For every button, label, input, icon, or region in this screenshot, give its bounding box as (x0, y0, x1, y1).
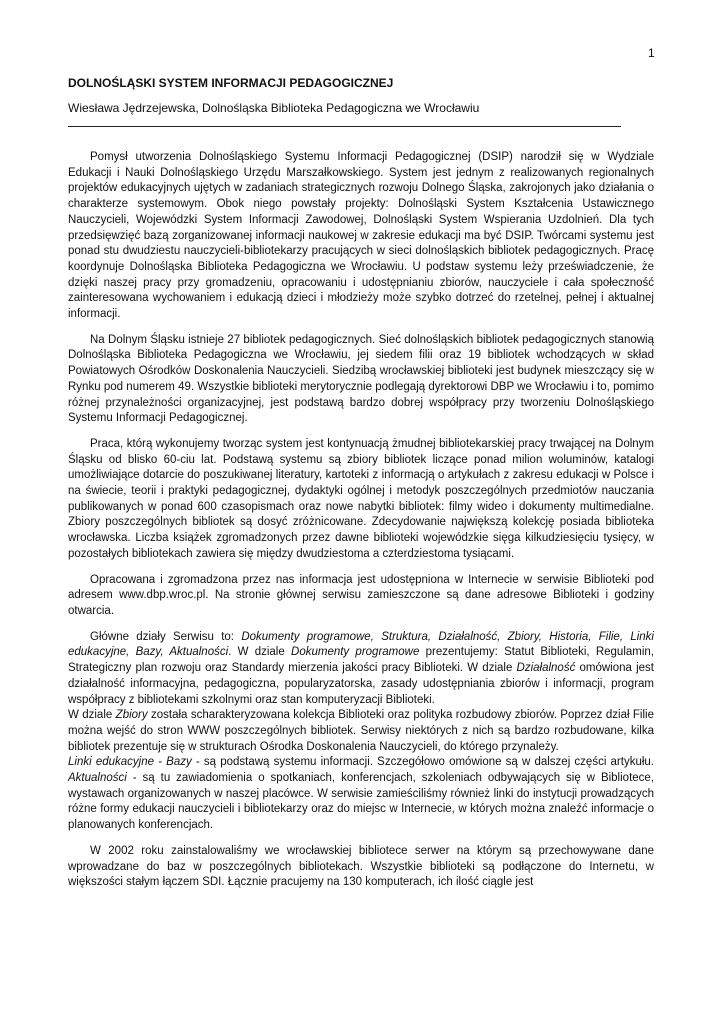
paragraph-2: Na Dolnym Śląsku istnieje 27 bibliotek pedagogicznych. Sieć dolnośląskich bibliotek pedagogicznych stanowią Dolnośląska Biblioteka Pedagogiczna we Wrocławiu, jej siedem filii oraz 19 bibliotek wchodzących w skład Powiatowych Ośrodków Doskonalenia Nauczycieli. Siedzibą wrocławskiej biblioteki jest budynek mieszczący się w Rynku pod numerem 49. Wszystkie biblioteki merytorycznie podlegają dyrektorowi DBP we Wrocławiu i to, pomimo różnej przynależności organizacyjnej, jest podstawą bardzo dobrej współpracy przy tworzeniu Dolnośląskiego Systemu Informacji Pedagogicznej. (68, 333, 654, 425)
p5-section-dzialalnosc: Działalność (516, 662, 576, 675)
p5-section-dokumenty: Dokumenty programowe (291, 646, 420, 659)
p6-text-b: została scharakteryzowana kolekcja Biblioteki oraz polityka rozbudowy zbiorów. Poprzez dział Filie można wejść do stron WWW poszczególnych bibliotek. Serwisy niektórych z nich są bardzo rozbudowane, kilka bibliotek prezentuje się w strukturach Ośrodka Doskonalenia Nauczycieli, do którego przynależy. (68, 709, 654, 753)
p5-text-a: Główne działy Serwisu to: (90, 630, 242, 643)
document-title: DOLNOŚLĄSKI SYSTEM INFORMACJI PEDAGOGICZNEJ (68, 76, 394, 90)
p7-section-aktualnosci: Aktualności (68, 772, 127, 785)
page-number: 1 (648, 46, 655, 60)
p7-text-b: - są tu zawiadomienia o spotkaniach, konferencjach, szkoleniach odbywających się w Bibliotece, wystawach organizowanych w naszej placówce. W serwisie zamieściliśmy również linki do instytucji prowadzących różne formy edukacji nauczycieli i bibliotekarzy oraz do miejsc w Internecie, w których można znaleźć informacje o planowanych konferencjach. (68, 772, 654, 832)
paragraph-5 (68, 630, 654, 709)
paragraph-7 (68, 755, 654, 834)
paragraph-8: W 2002 roku zainstalowaliśmy we wrocławskiej bibliotece serwer na którym są przechowywane dane wprowadzane do baz w poszczególnych bibliotekach. Wszystkie biblioteki są podłączone do Internetu, w większości stałym łączem SDI. Łącznie pracujemy na 130 komputerach, ich ilość ciągle jest (68, 844, 654, 889)
p7-section-linki: Linki edukacyjne - Bazy (68, 756, 192, 769)
title-divider (68, 126, 621, 127)
paragraph-1: Pomysł utworzenia Dolnośląskiego Systemu Informacji Pedagogicznej (DSIP) narodził się w Wydziale Edukacji i Nauki Dolnośląskiego Urzędu Marszałkowskiego. System jest jednym z realizowanych regionalnych projektów edukacyjnych ujętych w zadaniach strategicznych rozwoju Dolnego Śląska, zakrojonych jako działania o charakterze systemowym. Obok niego powstały projekty: Dolnośląski System Kształcenia Ustawicznego Nauczycieli, Wojewódzki System Informacji Zawodowej, Dolnośląski System Wspierania Uzdolnień. Dla tych przedsięwzięć bazą zorganizowanej informacji naukowej w zakresie edukacji ma być DSIP. Twórcami systemu jest ponad stu dwudziestu nauczycieli-bibliotekarzy pracujących w sieci dolnośląskich bibliotek pedagogicznych. Pracę koordynuje Dolnośląska Biblioteka Pedagogiczna we Wrocławiu. U podstaw systemu leży przeświadczenie, że dzięki naszej pracy przy gromadzeniu, opracowaniu i udostępnianiu zbiorów, nauczyciele i cała społeczność zainteresowana wychowaniem i edukacją dzieci i młodzieży może szybko dotrzeć do rzetelnej, pełnej i aktualnej informacji. (68, 151, 654, 321)
p7-text-a: - są podstawą systemu informacji. Szczegółowo omówione są w dalszej części artykułu. (191, 756, 654, 769)
p6-section-zbiory: Zbiory (115, 709, 148, 722)
article-body (68, 150, 654, 901)
paragraph-4: Opracowana i zgromadzona przez nas informacja jest udostępniona w Internecie w serwisie Biblioteki pod adresem www.dbp.wroc.pl. Na stronie głównej serwisu zamieszczone są dane adresowe Biblioteki i godziny otwarcia. (68, 573, 654, 617)
author-line: Wiesława Jędrzejewska, Dolnośląska Biblioteka Pedagogiczna we Wrocławiu (68, 101, 480, 115)
p6-text-a: W dziale (68, 709, 116, 722)
p5-text-c: prezentujemy: Statut Biblioteki, Regulamin, Strategiczny plan rozwoju oraz Standardy mierzenia jakości pracy Biblioteki. W dziale (68, 646, 654, 675)
paragraph-3: Praca, którą wykonujemy tworząc system jest kontynuacją żmudnej bibliotekarskiej pracy trwającej na Dolnym Śląsku od blisko 60-ciu lat. Podstawą systemu są zbiory bibliotek liczące ponad milion woluminów, katalogi umożliwiające dotarcie do poszukiwanej literatury, kartoteki z informacją o artykułach z zakresu edukacji w Polsce i na świecie, teorii i praktyki pedagogicznej, dydaktyki ogólnej i metodyk poszczególnych przedmiotów nauczania publikowanych w ponad 600 czasopismach oraz nowe nabytki bibliotek: filmy wideo i dokumenty multimedialne. Zbiory poszczególnych bibliotek są dosyć zróżnicowane. Zdecydowanie największą kolekcję posiada biblioteka wrocławska. Liczba książek zgromadzonych przez dawne biblioteki wojewódzkie sięga kilkudziesięciu tysięcy, w pozostałych bibliotekach zawiera się między dwudziestoma a czterdziestoma tysiącami. (68, 437, 654, 560)
p5-sections-list: Dokumenty programowe, Struktura, Działalność, Zbiory, Historia, Filie, Linki edukacyjne, Bazy, Aktualności (68, 630, 654, 659)
p5-text-d: omówiona jest działalność informacyjna, pedagogiczna, popularyzatorska, zasady udostępniania zbiorów i informacji, program współpracy z bibliotekami szkolnymi oraz stan komputeryzacji Biblioteki. (68, 662, 654, 706)
paragraph-6 (68, 708, 654, 755)
p5-text-b: . W dziale (228, 646, 292, 659)
